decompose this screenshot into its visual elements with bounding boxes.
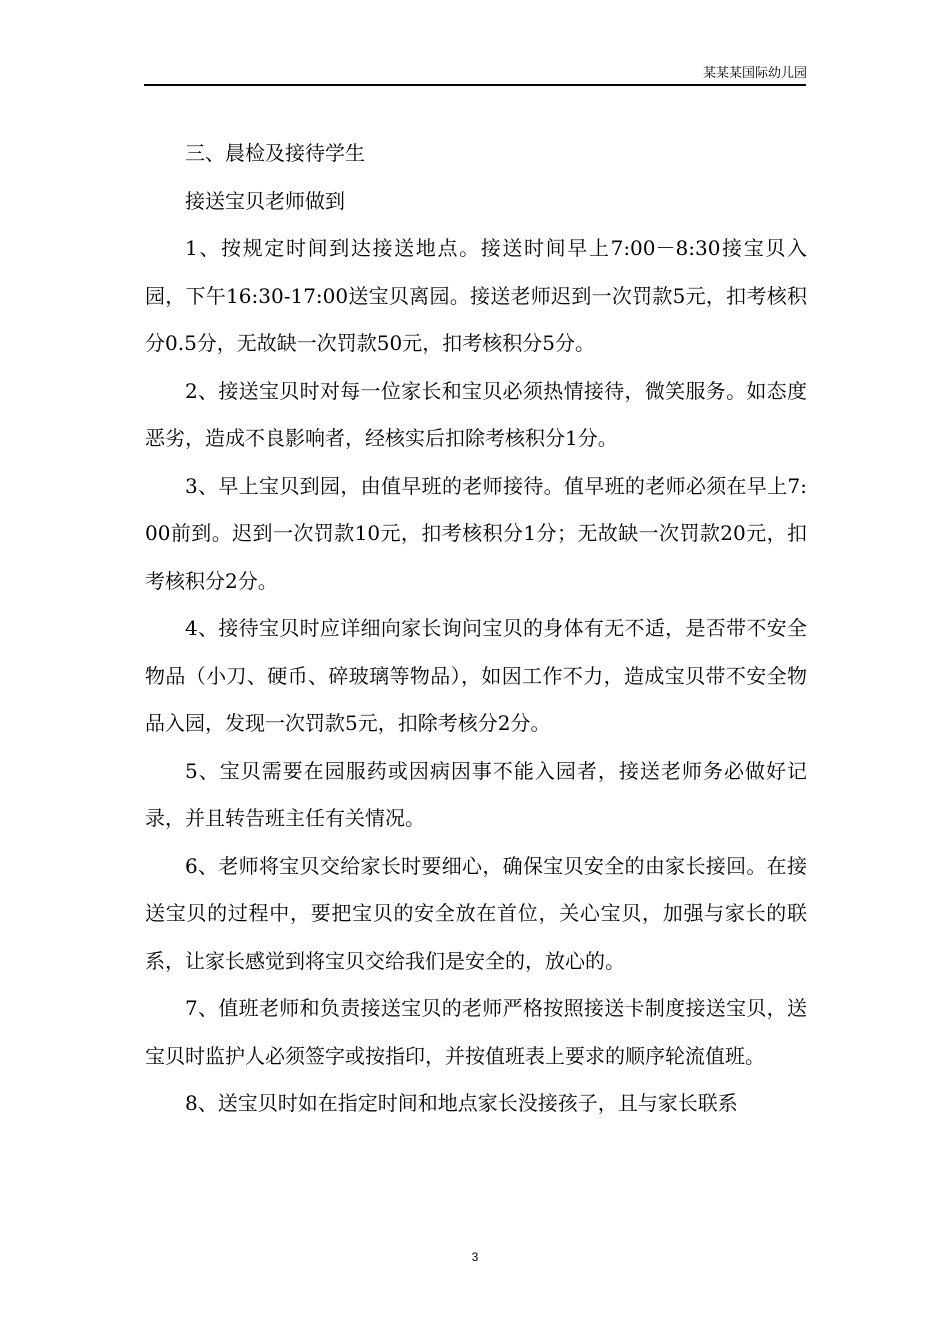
section-title: 三、晨检及接待学生: [185, 141, 365, 165]
page-number: 3: [471, 1250, 479, 1264]
paragraph-3: 3、早上宝贝到园，由值早班的老师接待。值早班的老师必须在早上7:00前到。迟到一次罚款10元，扣考核积分1分；无故缺一次罚款20元，扣考核积分2分。: [145, 473, 807, 593]
paragraph-6: 6、老师将宝贝交给家长时要细心，确保宝贝安全的由家长接回。在接送宝贝的过程中，要把宝贝的安全放在首位，关心宝贝，加强与家长的联系，让家长感觉到将宝贝交给我们是安全的，放心的。: [145, 853, 807, 973]
header-divider: [144, 84, 806, 86]
paragraph-8: 8、送宝贝时如在指定时间和地点家长没接孩子，且与家长联系: [185, 1091, 738, 1115]
paragraph-5: 5、宝贝需要在园服药或因病因事不能入园者，接送老师务必做好记录，并且转告班主任有关情况。: [145, 758, 807, 830]
section-subtitle: 接送宝贝老师做到: [185, 188, 345, 213]
header-org-name: 某某某国际幼儿园: [702, 66, 807, 81]
paragraph-4: 4、接待宝贝时应详细向家长询问宝贝的身体有无不适，是否带不安全物品（小刀、硬币、碎玻璃等物品），如因工作不力，造成宝贝带不安全物品入园，发现一次罚款5元，扣除考核分2分。: [145, 616, 807, 735]
paragraph-1: 1、按规定时间到达接送地点。接送时间早上7:00－8:30接宝贝入园，下午16:30-17:00送宝贝离园。接送老师迟到一次罚款5元，扣考核积分0.5分，无故缺一次罚款50元，扣考核积分5分。: [145, 236, 807, 355]
paragraph-7: 7、值班老师和负责接送宝贝的老师严格按照接送卡制度接送宝贝，送宝贝时监护人必须签字或按指印，并按值班表上要求的顺序轮流值班。: [145, 996, 807, 1068]
document-body: [145, 130, 807, 1128]
paragraph-2: 2、接送宝贝时对每一位家长和宝贝必须热情接待，微笑服务。如态度恶劣，造成不良影响者，经核实后扣除考核积分1分。: [145, 378, 807, 450]
